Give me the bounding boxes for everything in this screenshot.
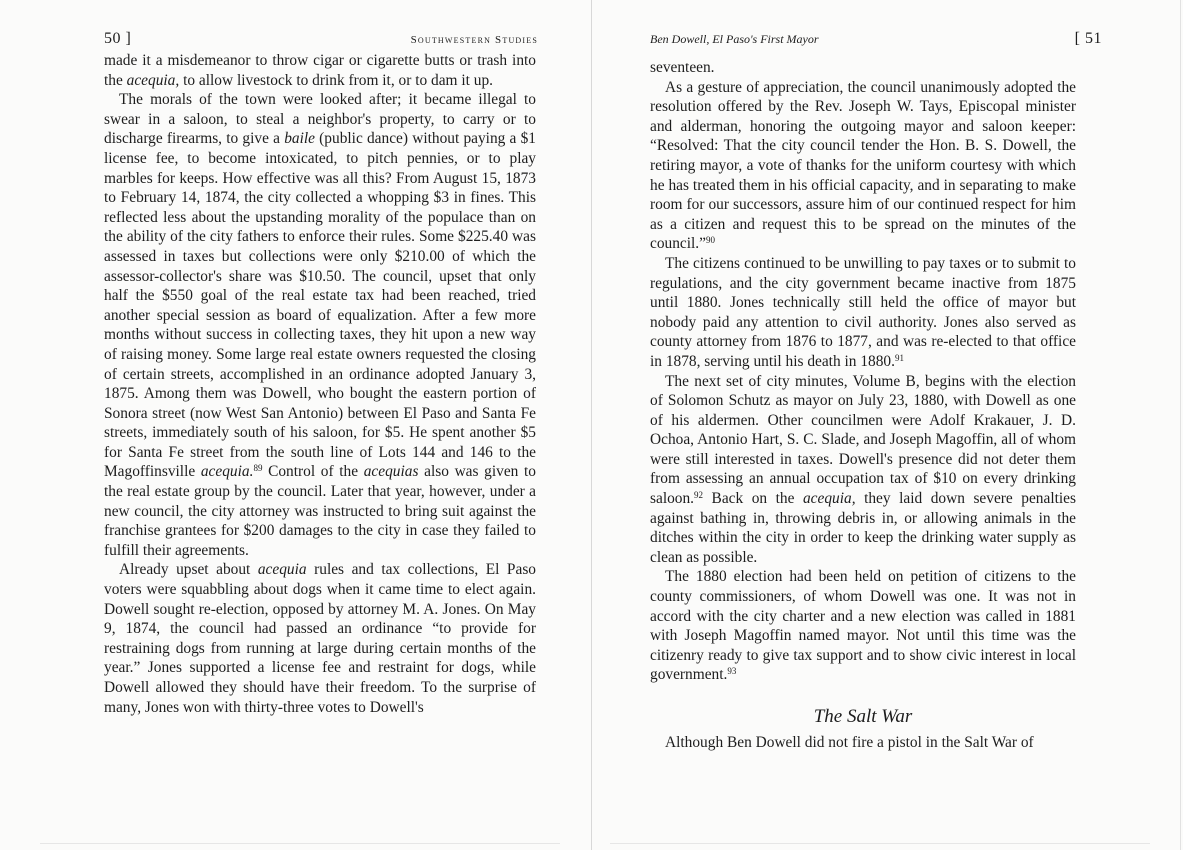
paragraph: made it a misdemeanor to throw cigar or cigarette butts or trash into the acequia, to allow livestock to drink from it, or to dam it up.	[104, 52, 536, 89]
page-number: [ 51	[1074, 30, 1102, 47]
body-text	[650, 58, 1076, 752]
footnote-ref: 90	[705, 235, 715, 246]
footnote-ref: 92	[694, 490, 704, 501]
footnote-ref: 91	[894, 352, 904, 363]
italic-term: acequia,	[126, 71, 180, 89]
body-text	[104, 51, 536, 717]
footnote-ref: 93	[727, 666, 737, 677]
italic-term: acequia,	[802, 490, 856, 508]
paragraph: The next set of city minutes, Volume B, begins with the election of Solomon Schutz as mayor on July 23, 1880, with Dowell as one of his aldermen. Other councilmen were Adolf Krakauer, J. D. Ochoa, Antonio Hart, S. C. Slade, and Joseph Magoffin, all of whom were still interested in taxes. Dowell's presence did not deter them from assessing an annual occupation tax of $10 on every drinking saloon.$^{92}$ Back on the acequia, they laid down severe penalties against bathing in, throwing debris in, or allowing animals in the ditches within the city in order to keep the drinking water supply as clean as possible.	[650, 372, 1076, 566]
running-title: Ben Dowell, El Paso's First Mayor	[650, 32, 819, 46]
paragraph: Already upset about acequia rules and tax collections, El Paso voters were squabbling about dogs when it came time to elect again. Dowell sought re-election, opposed by attorney M. A. Jones. On May 9, 1874, the council had passed an ordinance “to provide for restraining dogs from running at large during certain months of the year.” Jones supported a license fee and restraint for dogs, while Dowell allowed they should have their freedom. To the surprise of many, Jones won with thirty-three votes to Dowell's	[104, 561, 536, 716]
running-title: Southwestern Studies	[410, 34, 538, 46]
paragraph: As a gesture of appreciation, the council unanimously adopted the resolution offered by the Rev. Joseph W. Tays, Episcopal minister and alderman, honoring the outgoing mayor and saloon keeper: “Resolved: That the city council tender the Hon. B. S. Dowell, the retiring mayor, a vote of thanks for the uniform courtesy with which he has treated them in his official capacity, and in separating to make room for our successors, assure him of our continued respect for him as a citizen and request this to be spread on the minutes of the council.”$^{90}$	[650, 78, 1076, 253]
paragraph: The citizens continued to be unwilling to pay taxes or to submit to regulations, and the city government became inactive from 1875 until 1880. Jones technically still held the office of mayor but nobody paid any attention to civil authority. Jones also served as county attorney from 1876 to 1877, and was re-elected to that office in 1878, serving until his death in 1880.91	[650, 254, 1076, 370]
running-head	[104, 30, 538, 48]
paragraph: Although Ben Dowell did not fire a pistol in the Salt War of	[665, 733, 1034, 751]
italic-term: acequias	[363, 463, 419, 481]
paragraph: The morals of the town were looked after; it became illegal to swear in a saloon, to steal a neighbor's property, to carry or to discharge firearms, to give a baile (public dance) without paying a $1 license fee, to become intoxicated, to pitch pennies, or to play marbles for keeps. How effective was all this? From August 15, 1873 to February 14, 1874, the city collected a whopping $3 in fines. This reflected less about the upstanding morality of the populace than on the ability of the city fathers to enforce their rules. Some $225.40 was assessed in taxes but collections were only $210.00 of which the assessor-collector's share was $10.50. The council, upset that only half the $550 goal of the real estate tax had been reached, tried another special session as board of equalization. After a few more months without success in collecting taxes, they hit upon a new way of raising money. Some large real estate owners requested the closing of certain streets, accomplished in an ordinance adopted January 3, 1875. Among them was Dowell, who bought the eastern portion of Sonora street (now West San Antonio) between El Paso and Santa Fe streets, immediately south of his saloon, for $5. He spent another $5 for Santa Fe street from the south line of Lots 144 and 146 to the Magoffinsville acequia.$^{89}$ Control of the acequias also was given to the real estate group by the council. Later that year, however, under a new council, the city attorney was instructed to bring suit against the franchise grantees for $200 damages to the city in case they failed to fulfill their agreements.	[104, 91, 536, 559]
page-number: 50 ]	[104, 30, 132, 47]
paragraph: seventeen.	[650, 59, 715, 76]
right-page	[592, 0, 1183, 850]
italic-term: baile	[284, 130, 315, 148]
section-heading: The Salt War	[813, 706, 913, 727]
left-page	[0, 0, 591, 850]
paragraph: The 1880 election had been held on petition of citizens to the county commissioners, of whom Dowell was one. It was not in accord with the city charter and a new election was called in 1881 with Joseph Magoffin named mayor. Not until this time was the citizenry ready to give tax support and to show civic interest in local government.$^{93}$	[650, 568, 1076, 684]
running-head	[650, 30, 1102, 48]
italic-term: acequia.	[200, 463, 254, 481]
footnote-ref: 89	[253, 463, 263, 474]
italic-term: acequia	[257, 561, 307, 579]
